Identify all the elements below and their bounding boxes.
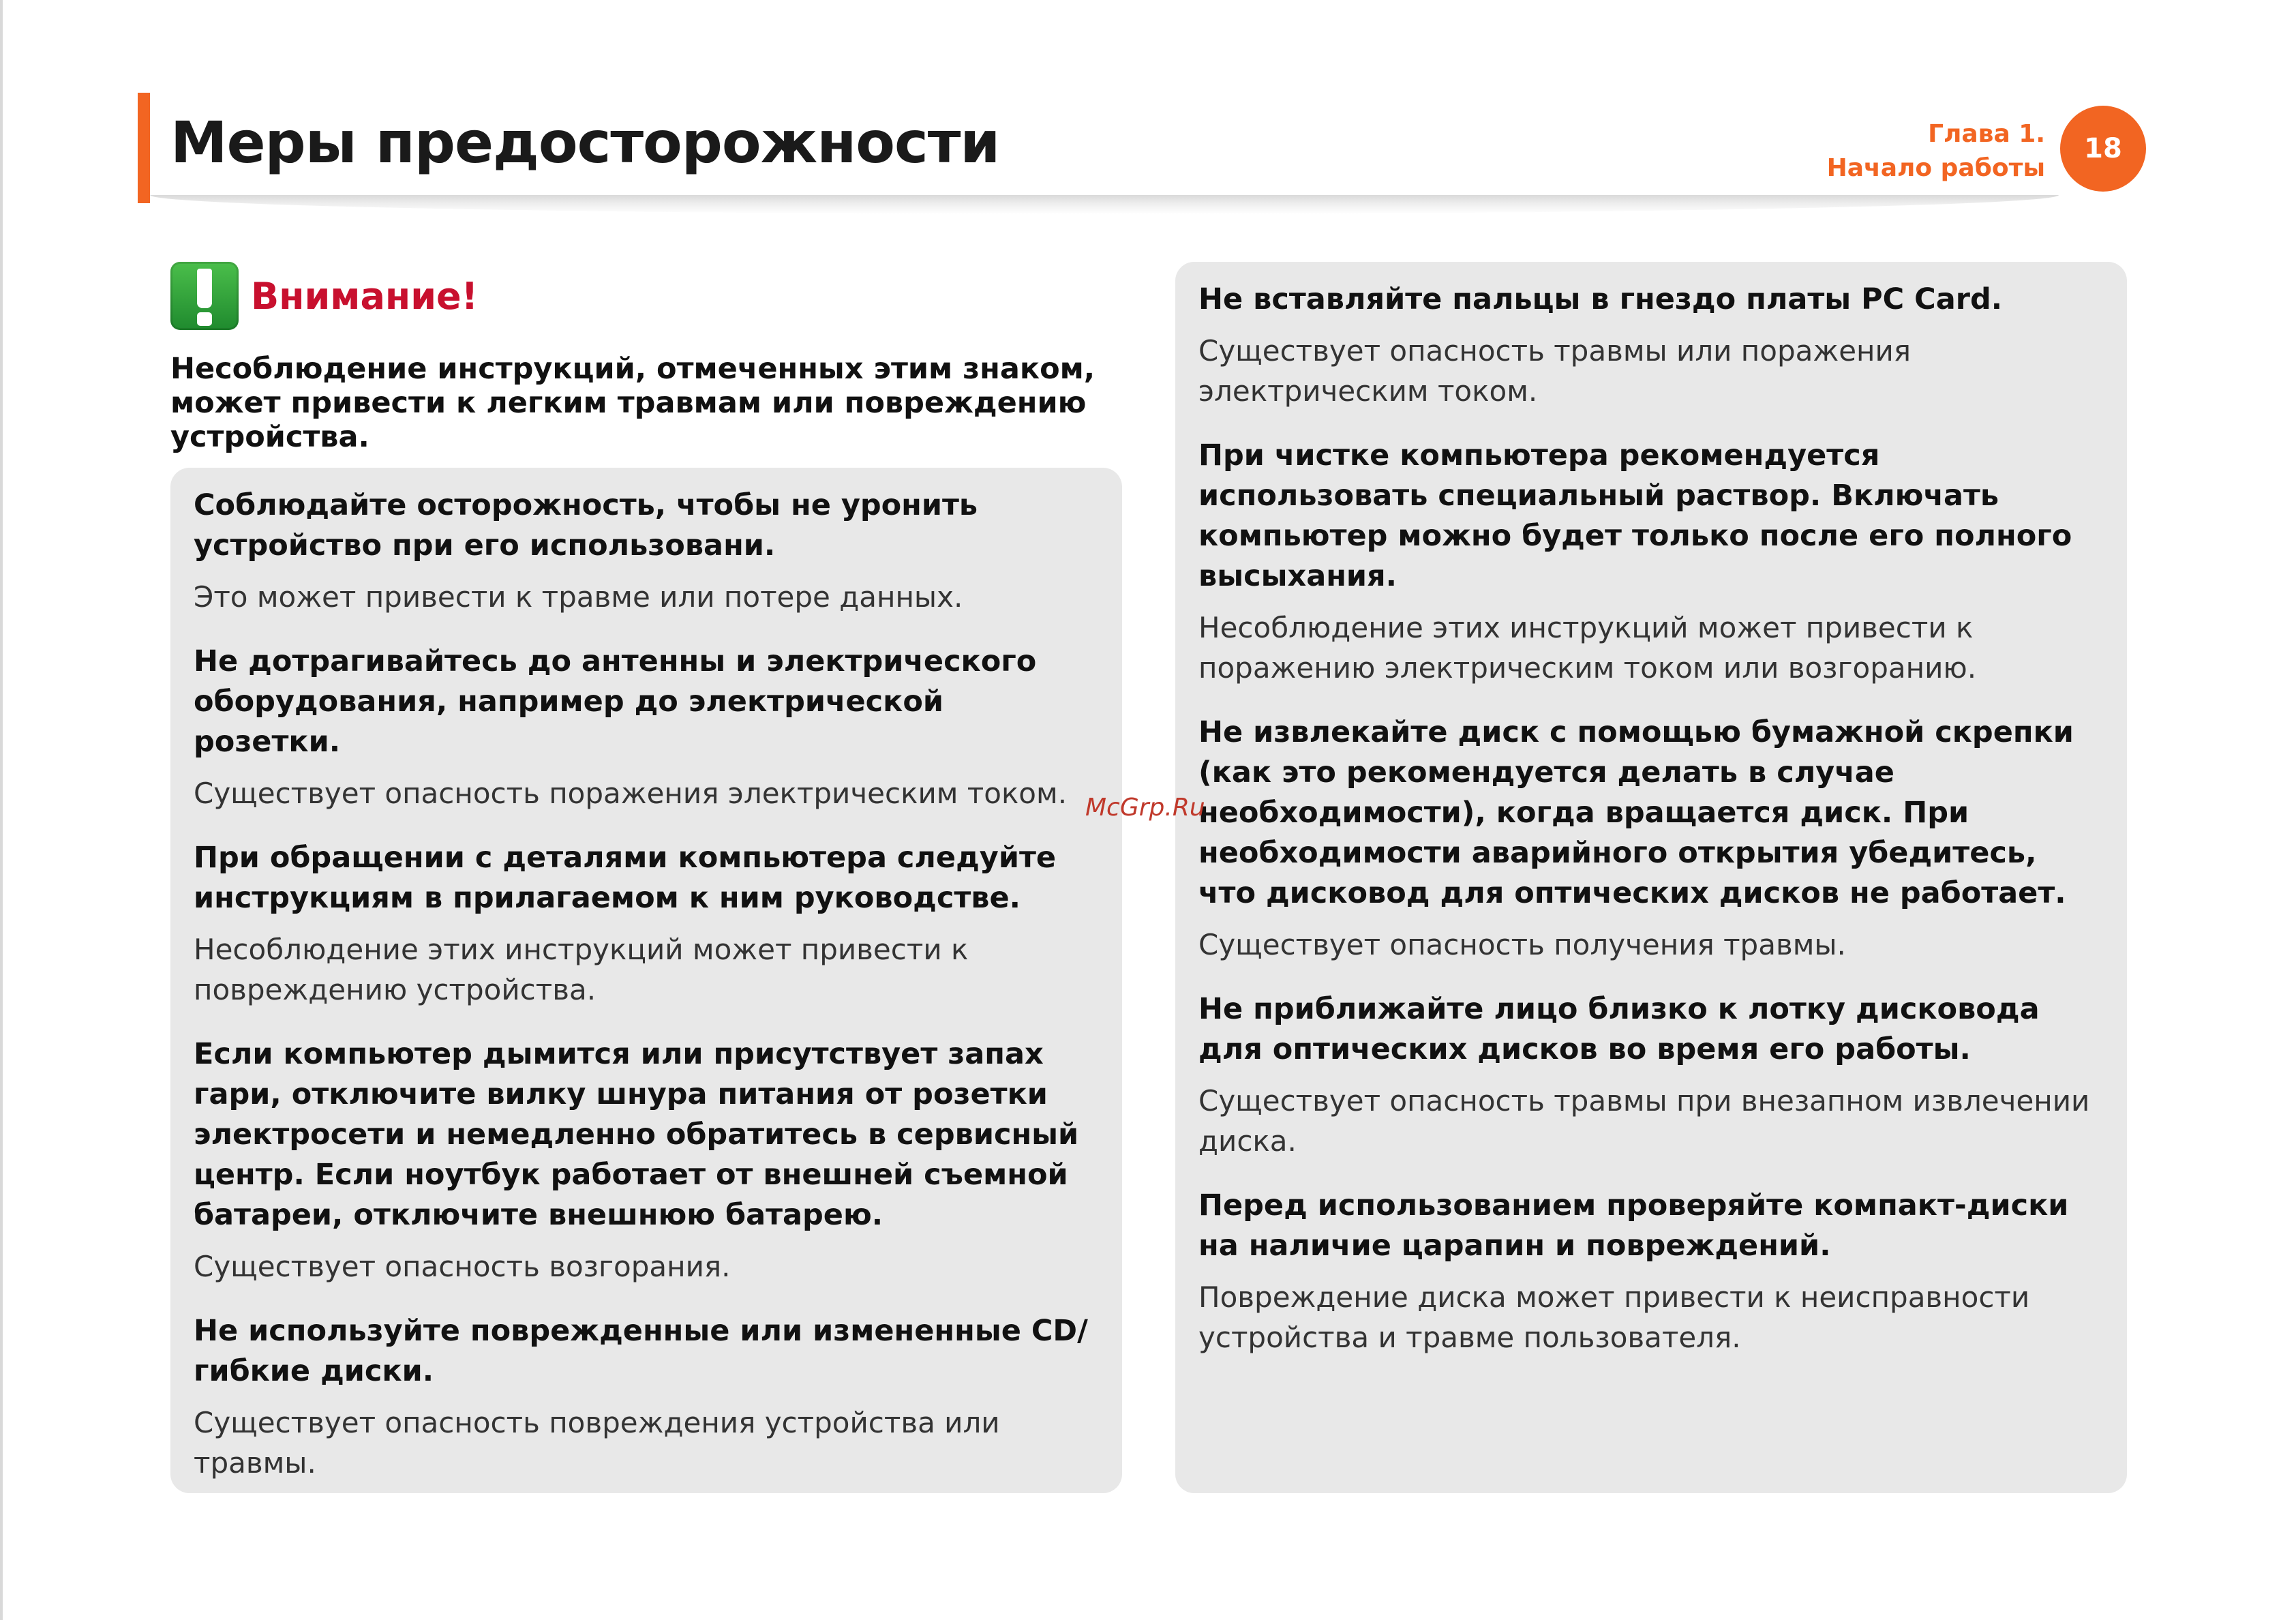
- caution-text: Несоблюдение этих инструкций может привести к повреждению устройства.: [194, 933, 969, 1006]
- caution-item: [1198, 989, 2104, 1161]
- caution-text: Существует опасность возгорания.: [194, 1250, 731, 1283]
- caution-text: Существует опасность получения травмы.: [1198, 928, 1846, 961]
- warning-intro: Несоблюдение инструкций, отмеченных этим знаком, может привести к легким травмам или повреждению устройства.: [170, 352, 1096, 454]
- caution-item: [1198, 280, 2104, 411]
- caution-item: [1198, 436, 2104, 688]
- caution-heading: Соблюдайте осторожность, чтобы не уронить устройство при его использовани.: [194, 488, 978, 562]
- caution-text: Повреждение диска может привести к неисправности устройства и травме пользователя.: [1198, 1280, 2030, 1354]
- right-caution-panel: [1175, 262, 2127, 1493]
- caution-item: [194, 838, 1095, 1010]
- page-number-badge: 18: [2060, 106, 2146, 192]
- caution-item: [194, 485, 1095, 617]
- caution-text: Существует опасность травмы или поражения электрическим током.: [1198, 334, 1912, 408]
- page-title: Меры предосторожности: [170, 109, 1000, 176]
- caution-item: [194, 642, 1095, 813]
- caution-text: Существует опасность повреждения устройства или травмы.: [194, 1406, 1000, 1480]
- title-underline: [150, 195, 2059, 214]
- title-accent-bar: [138, 93, 150, 203]
- caution-heading: При обращении с деталями компьютера следуйте инструкциям в прилагаемом к ним руководстве.: [194, 841, 1057, 915]
- caution-item: [194, 1034, 1095, 1287]
- warning-header: [170, 262, 478, 330]
- caution-text: Существует опасность поражения электрическим током.: [194, 777, 1068, 810]
- caution-heading: Перед использованием проверяйте компакт-диски на наличие царапин и повреждений.: [1198, 1188, 2069, 1263]
- caution-heading: При чистке компьютера рекомендуется использовать специальный раствор. Включать компьютер можно будет только после его полного высыхания.: [1198, 438, 2072, 593]
- chapter-number: Глава 1.: [1928, 120, 2045, 148]
- caution-item: [1198, 1186, 2104, 1358]
- caution-heading: Не вставляйте пальцы в гнездо платы PC Card.: [1198, 282, 2003, 316]
- caution-heading: Не дотрагивайтесь до антенны и электрического оборудования, например до электрической розетки.: [194, 644, 1037, 759]
- caution-heading: Не используйте поврежденные или измененные CD/ гибкие диски.: [194, 1314, 1088, 1388]
- caution-text: Существует опасность травмы при внезапном извлечении диска.: [1198, 1084, 2090, 1158]
- watermark: McGrp.Ru: [1085, 794, 1205, 822]
- left-caution-panel: [170, 468, 1122, 1493]
- page-edge: [0, 0, 3, 1620]
- caution-heading: Если компьютер дымится или присутствует запах гари, отключите вилку шнура питания от розетки электросети и немедленно обратитесь в сервисный центр. Если ноутбук работает от внешней съемной батареи, отключите внешнюю батарею.: [194, 1037, 1079, 1232]
- chapter-name: Начало работы: [1826, 154, 2045, 182]
- caution-heading: Не извлекайте диск с помощью бумажной скрепки (как это рекомендуется делать в случае необходимости), когда вращается диск. При необходимости аварийного открытия убедитесь, что дисковод для оптических дисков не работает.: [1198, 715, 2074, 910]
- exclamation-icon: [170, 262, 239, 330]
- caution-heading: Не приближайте лицо близко к лотку дисковода для оптических дисков во время его работы.: [1198, 992, 2040, 1066]
- caution-text: Это может привести к травме или потере данных.: [194, 580, 963, 614]
- caution-item: [1198, 712, 2104, 965]
- warning-title: Внимание!: [251, 274, 479, 318]
- caution-item: [194, 1311, 1095, 1483]
- chapter-label: [1827, 117, 2045, 185]
- caution-text: Несоблюдение этих инструкций может привести к поражению электрическим током или возгоранию.: [1198, 611, 1977, 685]
